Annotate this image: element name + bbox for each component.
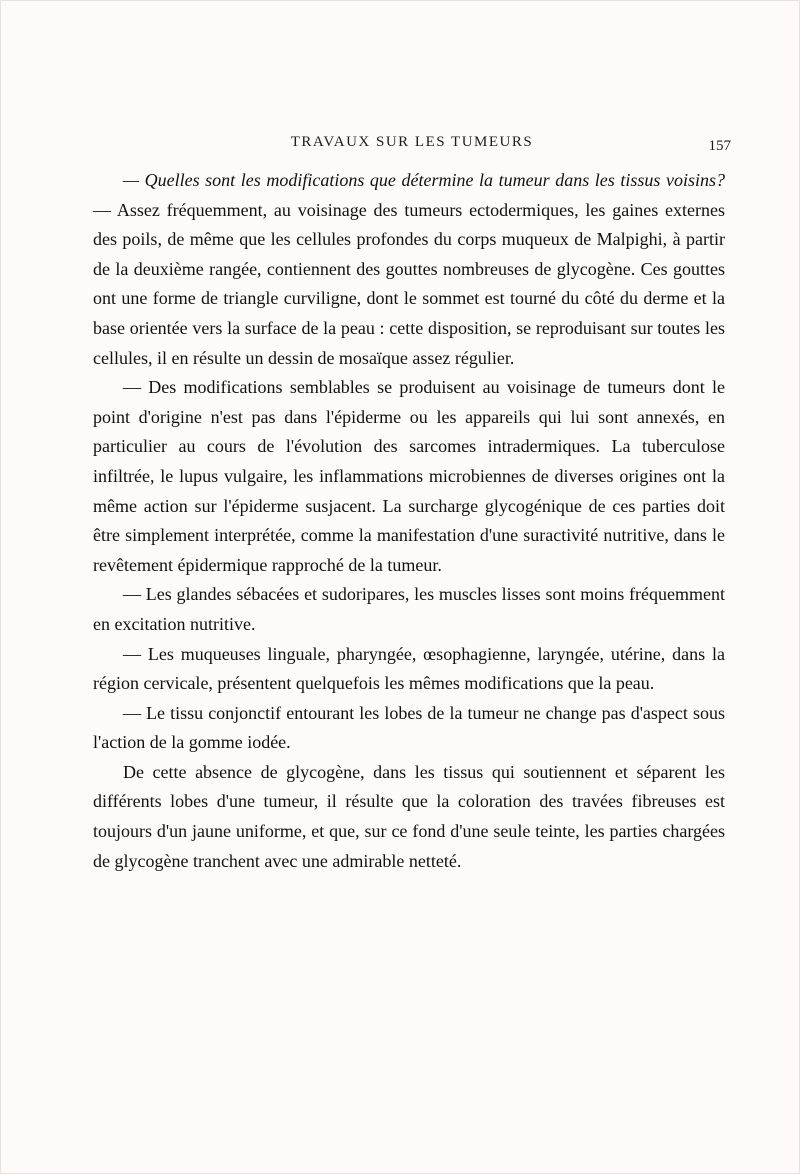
paragraph: — Des modifications semblables se produisent au voisinage de tumeurs dont le point d'origine n'est pas dans l'épiderme ou les appareils qui lui sont annexés, en particulier au cours de l'évolution des sarcomes intradermiques. La tuberculose infiltrée, le lupus vulgaire, les inflammations microbiennes de diverses origines ont la même action sur l'épiderme susjacent. La surcharge glycogénique de ces parties doit être simplement interprétée, comme la manifestation d'une suractivité nutritive, dans le revêtement épidermique rapproché de la tumeur. — [93, 377, 725, 575]
paragraph: — Les muqueuses linguale, pharyngée, œsophagienne, laryngée, utérine, dans la région cervicale, présentent quelquefois les mêmes modifications que la peau. — [93, 643, 725, 694]
body-text — [93, 166, 725, 876]
running-title: TRAVAUX SUR LES TUMEURS — [290, 134, 534, 150]
paragraph: — Le tissu conjonctif entourant les lobes de la tumeur ne change pas d'aspect sous l'action de la gomme iodée. — [93, 702, 725, 753]
italic-question: — Quelles sont les modifications que détermine la tumeur dans les tissus voisins? — [123, 170, 725, 190]
page-number: 157 — [708, 138, 731, 154]
page-header — [93, 128, 731, 158]
paragraph: — Les glandes sébacées et sudoripares, les muscles lisses sont moins fréquemment en excitation nutritive. — [93, 584, 725, 634]
paragraph — [93, 166, 725, 373]
paragraph: De cette absence de glycogène, dans les tissus qui soutiennent et séparent les différents lobes d'une tumeur, il résulte que la coloration des travées fibreuses est toujours d'un jaune uniforme, et que, sur ce fond d'une seule teinte, les parties chargées de glycogène tranchent avec une admirable netteté. — [93, 761, 725, 871]
paragraph-text: — Assez fréquemment, au voisinage des tumeurs ectodermiques, les gaines externes des poils, de même que les cellules profondes du corps muqueux de Malpighi, à partir de la deuxième rangée, contiennent des gouttes nombreuses de glycogène. Ces gouttes ont une forme de triangle curviligne, dont le sommet est tourné du côté du derme et la base orientée vers la surface de la peau : cette disposition, se reproduisant sur toutes les cellules, il en résulte un dessin de mosaïque assez régulier. — [93, 199, 725, 368]
